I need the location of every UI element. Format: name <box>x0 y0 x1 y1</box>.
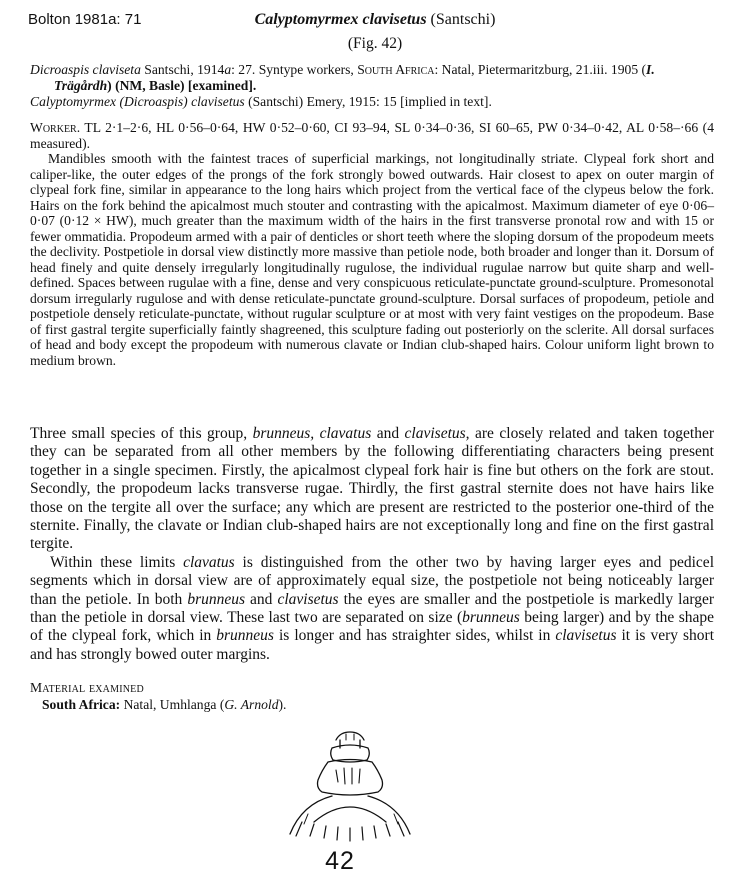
page-source-reference: Bolton 1981a: 71 <box>28 11 142 28</box>
worker-measurements <box>30 120 714 151</box>
species-name-inline: clavisetus <box>555 627 617 645</box>
species-name: Calyptomyrmex clavisetus <box>254 11 427 28</box>
species-name-inline: brunneus <box>187 590 246 608</box>
synonym-type-info: : 27. Syntype workers, <box>231 62 358 77</box>
discussion-text-run: and <box>371 425 405 442</box>
species-name-inline: brunneus <box>216 627 274 645</box>
synonymy-section <box>30 62 714 110</box>
discussion-text-run: Three small species of this group, <box>30 425 253 442</box>
discussion-text-run: and <box>245 590 278 608</box>
discussion-text-run: being larger) and by the shape of the clypeal fork, which in <box>30 609 714 645</box>
synonym-citation: Santschi, 1914 <box>140 62 225 77</box>
discussion-section <box>30 425 714 664</box>
discussion-paragraph <box>30 425 714 554</box>
material-country: South Africa: <box>42 697 121 712</box>
synonym-locality: : Natal, Pietermaritzburg, 21.iii. 1905 ( <box>434 62 647 77</box>
synonym-name: Dicroaspis claviseta <box>30 62 141 77</box>
discussion-text-run: it is very short and has strongly bowed outer margins. <box>30 627 714 663</box>
discussion-text-run: the eyes are smaller and the postpetiole is markedly larger than the petiole in dorsal view. These last two are separated on size ( <box>30 590 714 627</box>
discussion-text-run: is distinguished from the other two by having larger eyes and pedicel segments which in dorsal view are of approximately equal size, the postpetiole not being noticeably larger than the petiole. In both <box>30 553 714 608</box>
discussion-text-run: are closely related and taken together they can be separated from all other members by the following differentiating characters being present together in a single specimen. Firstly, the apicalmost clypeal fork hair is fine but others on the fork are stout. Secondly, the propodeum lacks transverse rugae. Thirdly, the first gastral sternite does not have hairs like those on the tergite all over the surface; any which are present are restricted to the posterior one-third of the sternite. Finally, the clavate or Indian club-shaped hairs are not exceptionally long and fine on the first gastral tergite. <box>30 425 714 553</box>
synonym-citation: (Santschi) Emery, 1915: 15 [implied in text]. <box>244 94 492 109</box>
synonym-country: South Africa <box>357 62 435 77</box>
synonym-depository: ) (NM, Basle) [examined]. <box>107 78 257 93</box>
synonym-name: Calyptomyrmex (Dicroaspis) clavisetus <box>30 94 245 109</box>
species-name-inline: clavisetus <box>277 590 339 608</box>
material-record <box>30 696 714 713</box>
synonymy-entry <box>30 94 714 110</box>
discussion-text-run: Within these limits <box>50 553 184 571</box>
measurements-text: TL 2·1–2·6, HL 0·56–0·64, HW 0·52–0·60, CI 93–94, SL 0·34–0·36, SI 60–65, PW 0·34–0·42, AL 0·58–·66 (4 measured). <box>30 120 714 151</box>
material-collector: G. Arnold <box>224 697 279 712</box>
synonym-collector: I. Trägårdh <box>54 62 655 93</box>
species-title <box>0 11 750 29</box>
synonym-year-suffix: a <box>224 62 232 77</box>
synonymy-entry <box>30 62 714 94</box>
clypeal-fork-illustration <box>270 726 440 856</box>
species-author: (Santschi) <box>430 11 496 28</box>
species-name-inline: clavatus <box>183 553 235 571</box>
discussion-text-run: is longer and has straighter sides, whilst in <box>273 627 556 645</box>
material-examined-section <box>30 679 714 713</box>
species-name-inline: brunneus <box>462 609 520 627</box>
material-locality: Natal, Umhlanga ( <box>120 697 225 712</box>
figure-reference: (Fig. 42) <box>347 35 403 52</box>
material-heading: Material examined <box>30 680 144 695</box>
discussion-paragraph <box>30 554 714 664</box>
worker-label: Worker. <box>30 120 81 135</box>
worker-description-text: Mandibles smooth with the faintest traces of superficial markings, not longitudinally striate. Clypeal fork short and caliper-like, the outer edges of the prongs of the fork strongly bowed outwards. Hair closest to apex on outer margin of clypeal fork fine, similar in appearance to the long hairs which project from the vertical face of the clypeus below the fork. Hairs on the fork behind the apicalmost much stouter and contrasting with the apicalmost. Maximum diameter of eye 0·06–0·07 (0·12 × HW), much greater than the maximum width of the hairs in the first transverse pronotal row and with 15 or fewer ommatidia. Propodeum armed with a pair of denticles or short teeth where the sloping dorsum of the propodeum meets the declivity. Postpetiole in dorsal view distinctly more massive than petiole node, both broader and longer than it. Dorsum of head finely and quite densely irregularly longitudinally rugulose, the individual rugulae narrow but quite sharp and well-defined. Spaces between rugulae with a fine, dense and very conspicuous reticulate-punctate ground-sculpture. Promesonotal dorsum irregularly rugulose and with dense reticulate-punctate ground-sculpture. Dorsal surfaces of propodeum, petiole and postpetiole densely reticulate-punctate, without rugular sculpture or at most with very faint vestiges on the propodeum. Base of first gastral tergite superficially faintly shagreened, this sculpture fading out posteriorly on the sclerite. All dorsal surfaces of head and body except the propodeum with numerous clavate or Indian club-shaped hairs. Colour uniform light brown to medium brown. <box>30 151 714 368</box>
material-end: ). <box>278 697 287 712</box>
worker-description <box>30 120 714 368</box>
species-name-inline: clavisetus, <box>404 425 470 442</box>
figure-number: 42 <box>325 847 355 875</box>
species-name-inline: brunneus, clavatus <box>252 425 372 442</box>
